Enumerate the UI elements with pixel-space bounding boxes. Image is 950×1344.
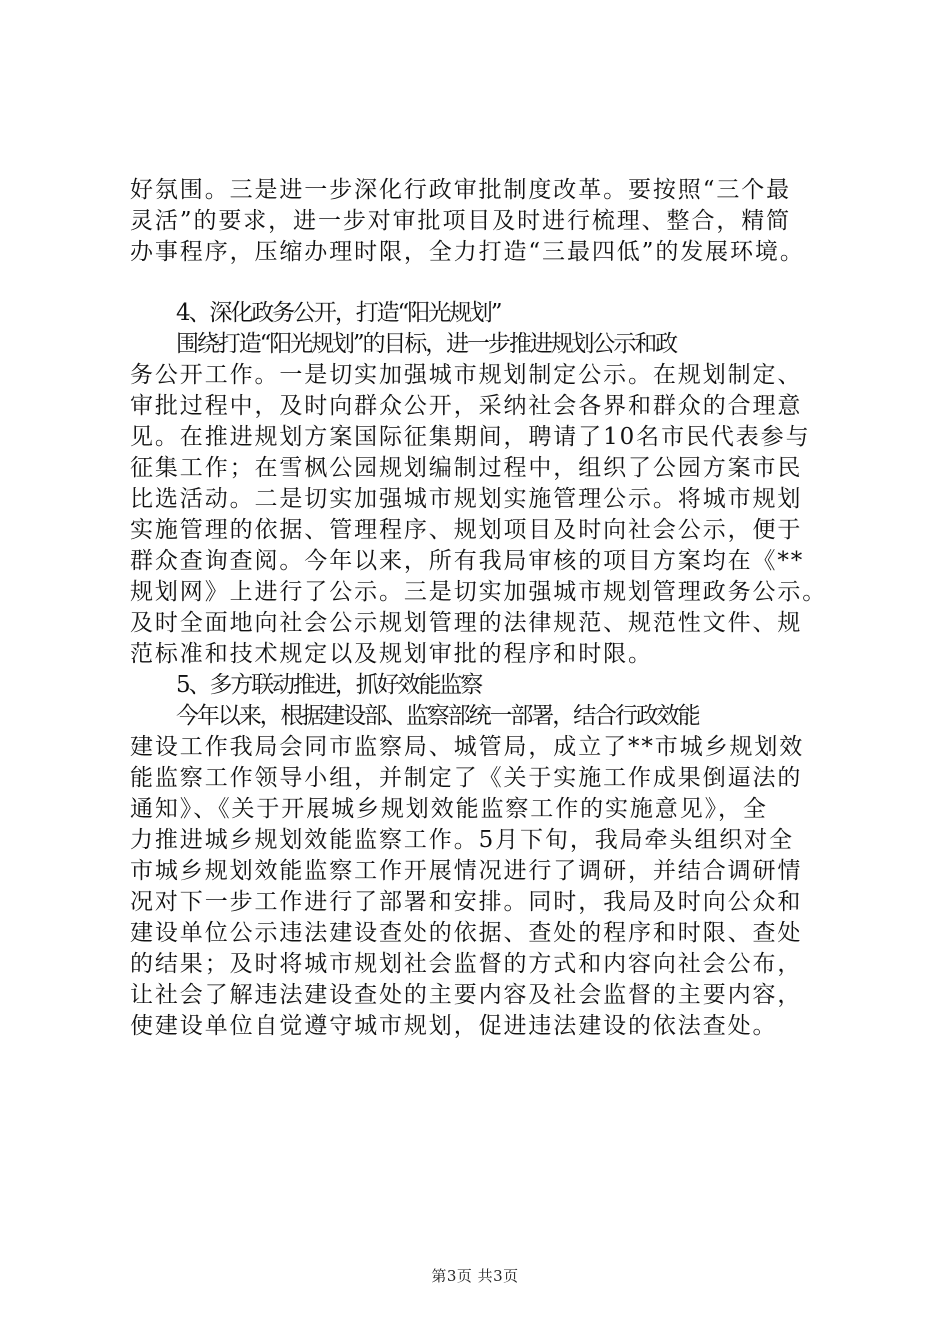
text-line: 能监察工作领导小组，并制定了《关于实施工作成果倒逼法的 <box>130 765 803 791</box>
text-line: 使建设单位自觉遵守城市规划，促进违法建设的依法查处。 <box>130 1013 778 1039</box>
text-line: 通知》、《关于开展城乡规划效能监察工作的实施意见》，全 <box>130 796 768 822</box>
text-line: 建设单位公示违法建设查处的依据、查处的程序和时限、查处 <box>130 920 803 946</box>
text-line: 征集工作；在雪枫公园规划编制过程中，组织了公园方案市民 <box>130 455 803 481</box>
text-line: 务公开工作。一是切实加强城市规划制定公示。在规划制定、 <box>130 362 803 388</box>
text-line: 办事程序，压缩办理时限，全力打造“三最四低”的发展环境。 <box>130 239 805 265</box>
text-line: 况对下一步工作进行了部署和安排。同时，我局及时向公众和 <box>130 889 803 915</box>
text-line: 范标准和技术规定以及规划审批的程序和时限。 <box>130 641 653 667</box>
text-line: 力推进城乡规划效能监察工作。5月下旬，我局牵头组织对全 <box>130 827 794 853</box>
text-line: 见。在推进规划方案国际征集期间，聘请了10名市民代表参与 <box>130 424 811 450</box>
text-line: 今年以来，根据建设部、监察部统一部署，结合行政效能 <box>176 703 699 729</box>
text-line: 规划网》上进行了公示。三是切实加强城市规划管理政务公示。 <box>130 579 828 605</box>
text-line: 审批过程中，及时向群众公开，采纳社会各界和群众的合理意 <box>130 393 803 419</box>
text-line: 好氛围。三是进一步深化行政审批制度改革。要按照“三个最 <box>130 177 792 203</box>
text-line: 及时全面地向社会公示规划管理的法律规范、规范性文件、规 <box>130 610 803 636</box>
text-line: 群众查询查阅。今年以来，所有我局审核的项目方案均在《** <box>130 548 805 574</box>
text-line: 市城乡规划效能监察工作开展情况进行了调研，并结合调研情 <box>130 858 803 884</box>
text-line: 比选活动。二是切实加强城市规划实施管理公示。将城市规划 <box>130 486 803 512</box>
section-heading-5: 5、多方联动推进，抓好效能监察 <box>176 672 482 698</box>
text-line: 的结果；及时将城市规划社会监督的方式和内容向社会公布， <box>130 951 803 977</box>
page-number-footer: 第3页 共3页 <box>431 1267 519 1285</box>
text-line: 灵活”的要求，进一步对审批项目及时进行梳理、整合，精简 <box>130 208 792 234</box>
section-heading-4: 4、深化政务公开，打造“阳光规划” <box>176 300 501 326</box>
text-line: 实施管理的依据、管理程序、规划项目及时向社会公示，便于 <box>130 517 803 543</box>
text-line: 建设工作我局会同市监察局、城管局，成立了**市城乡规划效 <box>130 734 805 760</box>
text-line: 围绕打造“阳光规划”的目标，进一步推进规划公示和政 <box>176 331 677 357</box>
text-line: 让社会了解违法建设查处的主要内容及社会监督的主要内容， <box>130 982 803 1008</box>
